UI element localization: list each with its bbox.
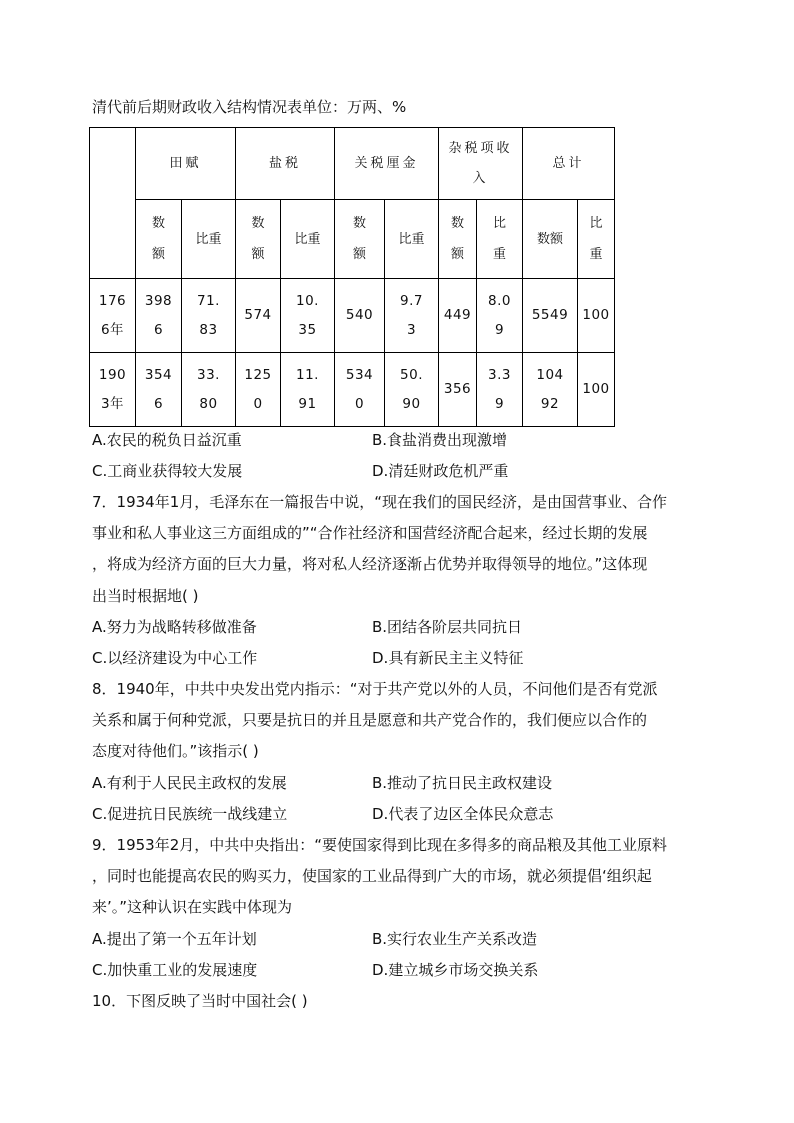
value-cell: 356 <box>439 353 477 427</box>
q7-line: ，将成为经济方面的巨大力量，将对私人经济逐渐占优势并取得领导的地位。”这体现 <box>92 555 648 573</box>
q9-option-d[interactable]: D.建立城乡市场交换关系 <box>372 961 539 979</box>
value-cell: 9.7 3 <box>385 279 439 353</box>
table-row <box>90 279 615 353</box>
q7-option-d[interactable]: D.具有新民主主义特征 <box>372 649 524 667</box>
q6-option-c[interactable]: C.工商业获得较大发展 <box>92 462 243 480</box>
q7-line: 事业和私人事业这三方面组成的”“合作社经济和国营经济配合起来，经过长期的发展 <box>92 524 648 542</box>
value-cell: 104 92 <box>523 353 578 427</box>
q6-option-d[interactable]: D.清廷财政危机严重 <box>372 462 509 480</box>
value-cell: 100 <box>578 279 615 353</box>
sub-header: 比重 <box>182 200 236 279</box>
revenue-table <box>89 127 615 427</box>
sub-header: 数额 <box>136 200 182 279</box>
q8-option-a[interactable]: A.有利于人民民主政权的发展 <box>92 774 287 792</box>
value-cell: 449 <box>439 279 477 353</box>
table-title: 清代前后期财政收入结构情况表单位：万两、% <box>92 98 407 116</box>
q8-line: 态度对待他们。”该指示( ) <box>92 742 259 760</box>
q7-line: 7．1934年1月，毛泽东在一篇报告中说，“现在我们的国民经济，是由国营事业、合作 <box>92 493 668 511</box>
sub-header: 比重 <box>385 200 439 279</box>
q7-line: 出当时根据地( ) <box>92 587 199 605</box>
value-cell: 3.3 9 <box>477 353 523 427</box>
sub-header: 数额 <box>523 200 578 279</box>
value-cell: 10. 35 <box>281 279 335 353</box>
value-cell: 398 6 <box>136 279 182 353</box>
q9-line: 9．1953年2月，中共中央指出：“要使国家得到比现在多得多的商品粮及其他工业原料 <box>92 836 668 854</box>
col-header: 总计 <box>523 128 615 200</box>
col-header: 关税厘金 <box>335 128 439 200</box>
q9-line: 来’。”这种认识在实践中体现为 <box>92 898 293 916</box>
value-cell: 534 0 <box>335 353 385 427</box>
value-cell: 125 0 <box>236 353 281 427</box>
value-cell: 574 <box>236 279 281 353</box>
q8-option-c[interactable]: C.促进抗日民族统一战线建立 <box>92 805 288 823</box>
q8-line: 8．1940年，中共中央发出党内指示：“对于共产党以外的人员，不问他们是否有党派 <box>92 680 658 698</box>
q7-option-b[interactable]: B.团结各阶层共同抗日 <box>372 618 523 636</box>
q10-line: 10．下图反映了当时中国社会( ) <box>92 992 308 1010</box>
sub-header: 比重 <box>281 200 335 279</box>
value-cell: 8.0 9 <box>477 279 523 353</box>
q9-line: ，同时也能提高农民的购买力，使国家的工业品得到广大的市场，就必须提倡‘组织起 <box>92 867 652 885</box>
value-cell: 540 <box>335 279 385 353</box>
sub-header: 比重 <box>578 200 615 279</box>
table-row <box>90 353 615 427</box>
sub-header: 比重 <box>477 200 523 279</box>
q7-option-c[interactable]: C.以经济建设为中心工作 <box>92 649 258 667</box>
q6-option-b[interactable]: B.食盐消费出现激增 <box>372 431 508 449</box>
value-cell: 11. 91 <box>281 353 335 427</box>
q9-option-c[interactable]: C.加快重工业的发展速度 <box>92 961 258 979</box>
sub-header: 数额 <box>335 200 385 279</box>
col-header: 杂税项收入 <box>439 128 523 200</box>
q8-option-d[interactable]: D.代表了边区全体民众意志 <box>372 805 554 823</box>
value-cell: 50. 90 <box>385 353 439 427</box>
col-header: 田赋 <box>136 128 236 200</box>
q6-option-a[interactable]: A.农民的税负日益沉重 <box>92 431 242 449</box>
value-cell: 5549 <box>523 279 578 353</box>
value-cell: 100 <box>578 353 615 427</box>
corner-cell <box>90 128 136 279</box>
value-cell: 33. 80 <box>182 353 236 427</box>
value-cell: 71. 83 <box>182 279 236 353</box>
year-cell: 176 6年 <box>90 279 136 353</box>
q9-option-a[interactable]: A.提出了第一个五年计划 <box>92 930 257 948</box>
sub-header: 数额 <box>236 200 281 279</box>
q8-line: 关系和属于何种党派，只要是抗日的并且是愿意和共产党合作的，我们便应以合作的 <box>92 711 648 729</box>
col-header: 盐税 <box>236 128 335 200</box>
year-cell: 190 3年 <box>90 353 136 427</box>
sub-header: 数额 <box>439 200 477 279</box>
value-cell: 354 6 <box>136 353 182 427</box>
q8-option-b[interactable]: B.推动了抗日民主政权建设 <box>372 774 553 792</box>
q9-option-b[interactable]: B.实行农业生产关系改造 <box>372 930 538 948</box>
q7-option-a[interactable]: A.努力为战略转移做准备 <box>92 618 257 636</box>
